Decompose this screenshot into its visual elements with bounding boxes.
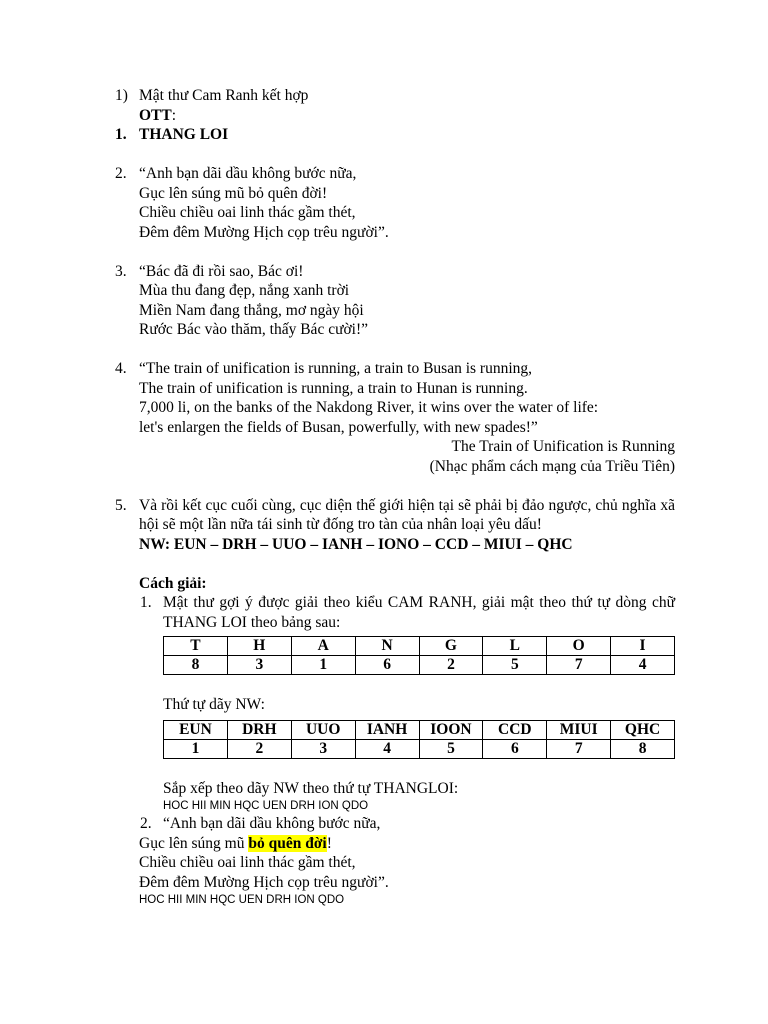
table-cell: CCD [483, 721, 547, 740]
poem-text: ! [326, 834, 332, 852]
step-1-number: 1. [140, 594, 152, 611]
song-line: 7,000 li, on the banks of the Nakdong River, it wins over the water of life: [139, 399, 599, 416]
table-cell: 6 [483, 740, 547, 759]
highlighted-phrase: bỏ quên đời [248, 834, 327, 852]
table-cell: QHC [611, 721, 675, 740]
nw-order [163, 695, 675, 715]
poem-line: Chiều chiều oai linh thác gầm thét, [139, 204, 356, 221]
table-cell: 6 [355, 656, 419, 675]
document-page [0, 86, 768, 908]
thangloi-table [163, 636, 675, 675]
solution-heading: Cách giải: [139, 574, 207, 592]
poem-line: Mùa thu đang đẹp, nắng xanh trời [139, 282, 350, 299]
nw-sequence: NW: EUN – DRH – UUO – IANH – IONO – CCD – MIUI – QHC [139, 535, 573, 553]
item-3-poem [115, 262, 675, 340]
table-cell: MIUI [547, 721, 611, 740]
table-row [164, 656, 675, 675]
ott-label: OTT [139, 106, 172, 124]
poem-line: Chiều chiều oai linh thác gầm thét, [139, 854, 356, 871]
solution-step-1 [140, 593, 675, 632]
step-1-text: Mật thư gợi ý được giải theo kiểu CAM RANH, giải mật theo thứ tự dòng chữ THANG LOI theo bảng sau: [163, 594, 675, 631]
poem-line: Đêm đêm Mường Hịch cọp trêu người”. [139, 223, 389, 241]
table-cell: L [483, 637, 547, 656]
table-cell: I [611, 637, 675, 656]
table-cell: T [164, 637, 228, 656]
table-cell: 3 [291, 740, 355, 759]
table-cell: 8 [611, 740, 675, 759]
sort-result [163, 779, 675, 815]
table-cell: 7 [547, 740, 611, 759]
ott-colon: : [171, 106, 177, 124]
table-cell: N [355, 637, 419, 656]
key-line [115, 125, 675, 145]
key-number: 1. [115, 126, 127, 143]
table-cell: 7 [547, 656, 611, 675]
sort-label: Sắp xếp theo dãy NW theo thứ tự THANGLOI: [163, 779, 459, 797]
item-1-number: 1) [115, 87, 128, 104]
table-cell: EUN [164, 721, 228, 740]
item-2-number: 2. [115, 165, 127, 182]
table-row [164, 721, 675, 740]
table-cell: 2 [419, 656, 483, 675]
poem-line: “Bác đã đi rồi sao, Bác ơi! [139, 262, 304, 280]
table-cell: 3 [227, 656, 291, 675]
result-text-1: HOC HII MIN HQC UEN DRH ION QDO [163, 800, 369, 812]
poem-line: “Anh bạn dãi dầu không bước nữa, [139, 165, 357, 182]
song-line: “The train of unification is running, a train to Busan is running, [139, 360, 533, 377]
poem-line: Gục lên súng mũ bỏ quên đời! [139, 184, 328, 202]
nw-order-label: Thứ tự dãy NW: [163, 695, 265, 713]
table-row [164, 637, 675, 656]
key-text: THANG LOI [139, 126, 229, 143]
solution [139, 574, 675, 594]
table-cell: A [291, 637, 355, 656]
table-cell: 4 [611, 656, 675, 675]
step-2-poem [139, 834, 675, 909]
table-cell: IOON [419, 721, 483, 740]
table-cell: DRH [227, 721, 291, 740]
table-cell: 5 [419, 740, 483, 759]
table-cell: 4 [355, 740, 419, 759]
item-3-number: 3. [115, 262, 127, 280]
nw-order-table [163, 720, 675, 759]
item-5 [115, 496, 675, 555]
table-cell: 8 [164, 656, 228, 675]
table-cell: 2 [227, 740, 291, 759]
poem-line-highlighted [139, 834, 675, 854]
table-cell: G [419, 637, 483, 656]
table-cell: H [227, 637, 291, 656]
song-source-note: (Nhạc phẩm cách mạng của Triều Tiên) [429, 457, 675, 475]
song-line: let's enlargen the fields of Busan, powerfully, with new spades!” [139, 418, 538, 436]
table-cell: 1 [291, 656, 355, 675]
solution-step-2 [140, 814, 675, 834]
ott-line [139, 106, 675, 126]
item-5-paragraph: Và rồi kết cục cuối cùng, cục diện thế giới hiện tại sẽ phải bị đảo ngược, chủ nghĩa xã hội sẽ một lần nữa tái sinh từ đống tro tàn của nhân loại yêu dấu! [139, 496, 675, 533]
item-4-number: 4. [115, 360, 127, 377]
item-1-title: Mật thư Cam Ranh kết hợp [139, 87, 309, 104]
step-2-number: 2. [140, 815, 152, 832]
item-1 [115, 86, 675, 125]
poem-line: Miền Nam đang thắng, mơ ngày hội [139, 301, 364, 319]
result-text-2: HOC HII MIN HQC UEN DRH ION QDO [139, 894, 345, 906]
item-2-poem [115, 164, 675, 242]
table-cell: O [547, 637, 611, 656]
poem-line: Đêm đêm Mường Hịch cọp trêu người”. [139, 873, 389, 891]
song-source-title: The Train of Unification is Running [451, 438, 675, 455]
poem-line: Rước Bác vào thăm, thấy Bác cười!” [139, 321, 369, 338]
table-row [164, 740, 675, 759]
table-cell: 5 [483, 656, 547, 675]
table-cell: 1 [164, 740, 228, 759]
item-5-number: 5. [115, 496, 127, 514]
poem-text: Gục lên súng mũ [139, 834, 249, 852]
song-line: The train of unification is running, a train to Hunan is running. [139, 379, 528, 397]
poem-line: “Anh bạn dãi dầu không bước nữa, [163, 815, 381, 832]
table-cell: IANH [355, 721, 419, 740]
item-4-song [115, 359, 675, 476]
table-cell: UUO [291, 721, 355, 740]
